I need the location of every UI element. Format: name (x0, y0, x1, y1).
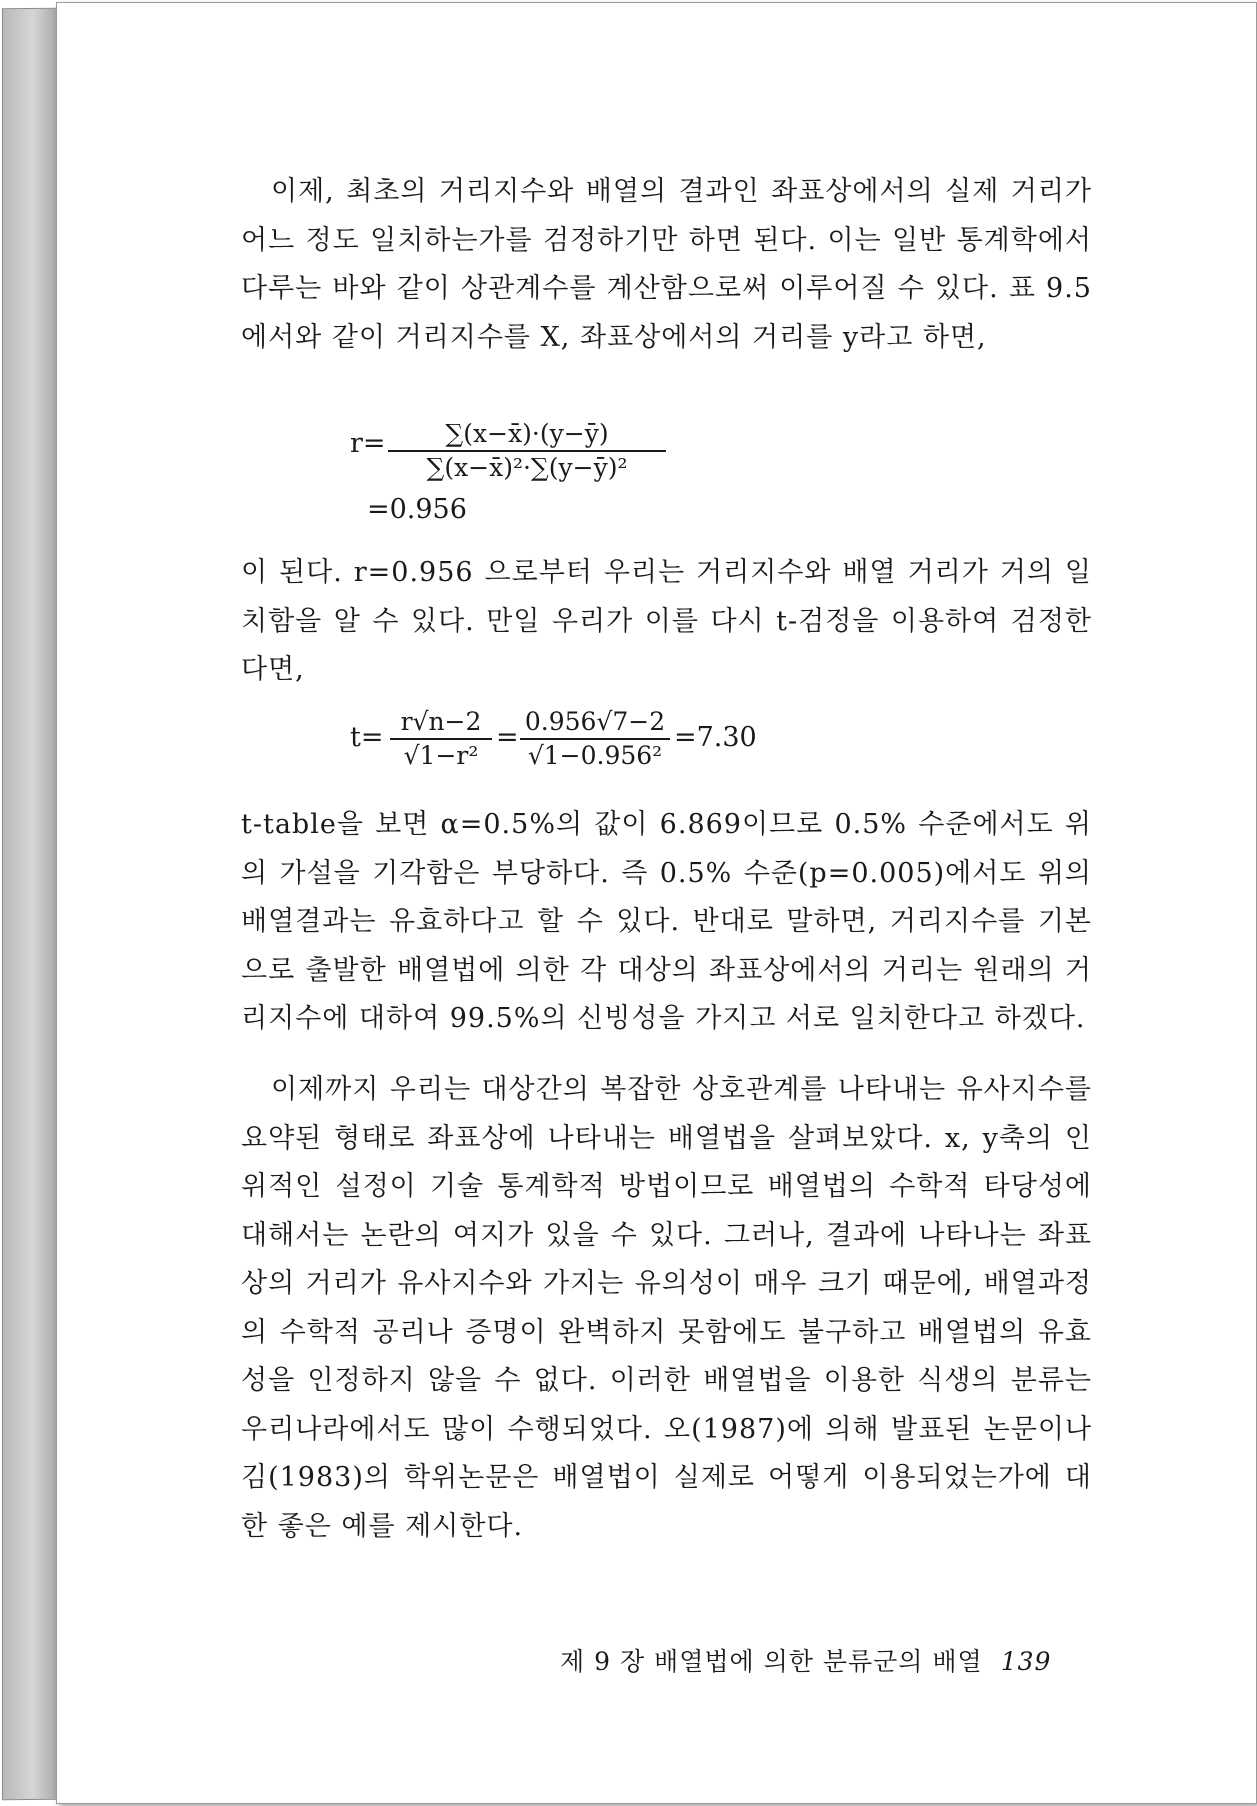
paragraph-1: 이제, 최초의 거리지수와 배열의 결과인 좌표상에서의 실제 거리가 어느 정도 일치하는가를 검정하기만 하면 된다. 이는 일반 통계학에서 다루는 바와 같이 상관계수를 계산함으로써 이루어질 수 있다. 표 9.5에서와 같이 거리지수를 X, 좌표상에서의 거리를 y라고 하면, (241, 176, 1092, 353)
paragraph-2: 이 된다. r=0.956 으로부터 우리는 거리지수와 배열 거리가 거의 일치함을 알 수 있다. 만일 우리가 이를 다시 t-검정을 이용하여 검정한다면, (241, 557, 1092, 685)
formula-r-numerator: ∑(x−x̄)·(y−ȳ) (445, 419, 609, 448)
chapter-title: 제 9 장 배열법에 의한 분류군의 배열 (560, 1647, 983, 1676)
page-footer (560, 1642, 1051, 1678)
paragraph-4: 이제까지 우리는 대상간의 복잡한 상호관계를 나타내는 유사지수를 요약된 형태로 좌표상에 나타내는 배열법을 살펴보았다. x, y축의 인위적인 설정이 기술 통계학적 방법이므로 배열법의 수학적 타당성에 대해서는 논란의 여지가 있을 수 있다. 그러나, 결과에 나타나는 좌표상의 거리가 유사지수와 가지는 유의성이 매우 크기 때문에, 배열과정의 수학적 공리나 증명이 완벽하지 못함에도 불구하고 배열법의 유효성을 인정하지 않을 수 없다. 이러한 배열법을 이용한 식생의 분류는 우리나라에서도 많이 수행되었다. 오(1987)에 의해 발표된 논문이나 김(1983)의 학위논문은 배열법이 실제로 어떻게 이용되었는가에 대한 좋은 예를 제시한다. (241, 1074, 1092, 1542)
formula-t-fraction-1 (390, 706, 492, 772)
formula-r-denominator: ∑(x−x̄)²·∑(y−ȳ)² (426, 453, 628, 482)
formula-t-frac2-numerator: 0.956√7−2 (524, 707, 666, 736)
formula-t-frac1-numerator: r√n−2 (400, 707, 482, 736)
formula-t-fraction-2 (520, 706, 670, 772)
paragraph-3: t-table을 보면 α=0.5%의 값이 6.869이므로 0.5% 수준에서도 위의 가설을 기각함은 부당하다. 즉 0.5% 수준(p=0.005)에서도 위의 배열결과는 유효하다고 할 수 있다. 반대로 말하면, 거리지수를 기본으로 출발한 배열법에 의한 각 대상의 좌표상에서의 거리는 원래의 거리지수에 대하여 99.5%의 신빙성을 가지고 서로 일치한다고 하겠다. (241, 809, 1092, 1034)
book-spine (2, 8, 58, 1801)
formula-t-frac1-denominator: √1−r² (403, 741, 479, 770)
formula-r-fraction (388, 418, 666, 484)
formula-t-result: =7.30 (674, 722, 757, 753)
formula-t-frac2-denominator: √1−0.956² (527, 741, 663, 770)
formula-t-equals: = (496, 722, 519, 753)
page-number: 139 (1000, 1647, 1052, 1676)
formula-t-label: t= (350, 722, 384, 753)
formula-r-value: =0.956 (367, 494, 467, 525)
formula-r-label: r= (350, 428, 386, 459)
